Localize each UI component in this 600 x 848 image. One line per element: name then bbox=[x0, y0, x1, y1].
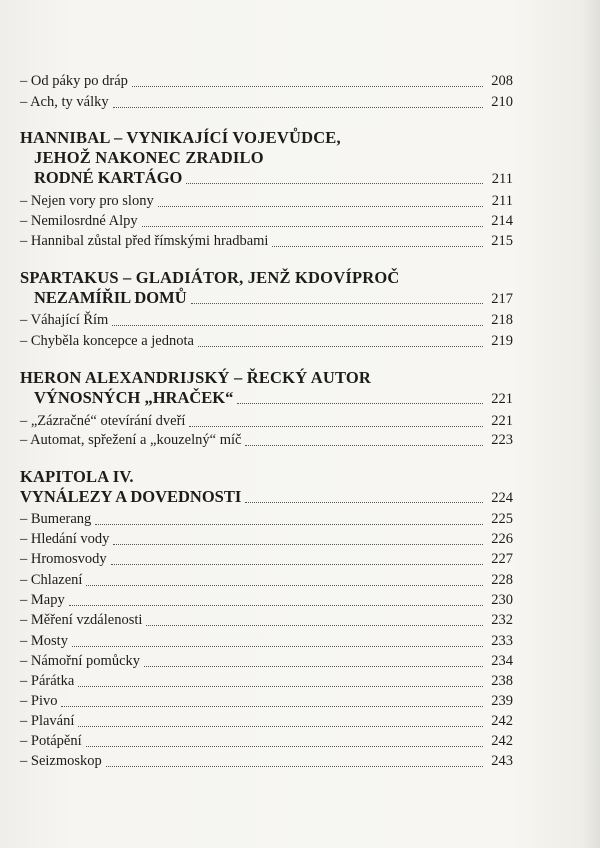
leader-dots bbox=[245, 486, 483, 503]
toc-entry-page: 230 bbox=[491, 592, 513, 608]
toc-entry-title: – Hledání vody bbox=[20, 531, 110, 547]
toc-entry-title: NEZAMÍŘIL DOMŮ bbox=[34, 288, 187, 307]
toc-entry-page: 221 bbox=[491, 413, 513, 429]
toc-entry-title: – Hromosvody bbox=[20, 551, 107, 567]
toc-entry-title: – Váhající Řím bbox=[20, 312, 109, 328]
toc-entry-title: – Nemilosrdné Alpy bbox=[20, 213, 138, 229]
toc-entry-title: – „Zázračné“ otevírání dveří bbox=[20, 413, 186, 429]
toc-entry-title: – Měření vzdálenosti bbox=[20, 612, 143, 628]
leader-dots bbox=[237, 387, 483, 404]
leader-dots bbox=[158, 190, 483, 207]
toc-entry-page: 225 bbox=[491, 511, 513, 527]
toc-entry-page: 224 bbox=[491, 490, 513, 506]
toc-entry-title: RODNÉ KARTÁGO bbox=[34, 168, 183, 187]
toc-entry-title: – Od páky po dráp bbox=[20, 73, 128, 89]
toc-entry-page: 242 bbox=[491, 733, 513, 749]
toc-entry-page: 238 bbox=[491, 673, 513, 689]
toc-entry bbox=[20, 730, 513, 752]
leader-dots bbox=[113, 91, 483, 108]
toc-entry bbox=[20, 330, 513, 352]
toc-entry-page: 210 bbox=[491, 94, 513, 110]
chapter-heading-line2 bbox=[20, 486, 513, 508]
leader-dots bbox=[144, 650, 483, 667]
toc-entry bbox=[20, 589, 513, 611]
toc-entry-page: 234 bbox=[491, 653, 513, 669]
toc-entry-title: – Chlazení bbox=[20, 572, 83, 588]
toc-entry-page: 233 bbox=[491, 633, 513, 649]
toc-entry-title: – Námořní pomůcky bbox=[20, 653, 141, 669]
toc-entry-title: – Pivo bbox=[20, 693, 58, 709]
toc-entry bbox=[20, 309, 513, 331]
leader-dots bbox=[245, 429, 483, 446]
toc-entry-title: – Potápění bbox=[20, 733, 82, 749]
toc-entry-title: – Nejen vory pro slony bbox=[20, 193, 154, 209]
toc-entry bbox=[20, 528, 513, 550]
toc-entry-title: VÝNOSNÝCH „HRAČEK“ bbox=[34, 388, 234, 407]
leader-dots bbox=[132, 70, 483, 87]
leader-dots bbox=[95, 508, 483, 525]
toc-entry bbox=[20, 630, 513, 652]
toc-entry-page: 232 bbox=[491, 612, 513, 628]
toc-entry bbox=[20, 230, 513, 252]
toc-entry-title: – Párátka bbox=[20, 673, 75, 689]
toc-entry-page: 227 bbox=[491, 551, 513, 567]
section-heading-spartakus-line2 bbox=[34, 287, 513, 309]
toc-entry bbox=[20, 70, 513, 92]
toc-entry bbox=[20, 548, 513, 570]
toc-entry-page: 211 bbox=[491, 193, 513, 209]
section-heading-hannibal-line3 bbox=[34, 167, 513, 189]
section-heading-hannibal-line2: JEHOŽ NAKONEC ZRADILO bbox=[34, 148, 264, 167]
toc-entry bbox=[20, 429, 513, 451]
toc-entry-page: 223 bbox=[491, 432, 513, 448]
toc-entry-title: – Mosty bbox=[20, 633, 68, 649]
section-heading-hannibal: HANNIBAL – VYNIKAJÍCÍ VOJEVŮDCE, bbox=[20, 128, 341, 147]
leader-dots bbox=[78, 670, 483, 687]
toc-entry bbox=[20, 710, 513, 732]
toc-entry bbox=[20, 609, 513, 631]
toc-entry-page: 214 bbox=[491, 213, 513, 229]
leader-dots bbox=[198, 330, 483, 347]
toc-entry-title: – Chyběla koncepce a jednota bbox=[20, 333, 194, 349]
toc-entry bbox=[20, 750, 513, 772]
toc-entry-page: 239 bbox=[491, 693, 513, 709]
leader-dots bbox=[189, 410, 483, 427]
leader-dots bbox=[113, 528, 483, 545]
toc-entry-title: – Ach, ty války bbox=[20, 94, 109, 110]
chapter-heading: KAPITOLA IV. bbox=[20, 467, 134, 486]
leader-dots bbox=[61, 690, 483, 707]
leader-dots bbox=[112, 309, 483, 326]
leader-dots bbox=[86, 730, 483, 747]
toc-entry-page: 242 bbox=[491, 713, 513, 729]
leader-dots bbox=[78, 710, 483, 727]
toc-entry-title: – Plavání bbox=[20, 713, 75, 729]
toc-entry bbox=[20, 190, 513, 212]
toc-entry-title: – Automat, spřežení a „kouzelný“ míč bbox=[20, 432, 242, 448]
toc-entry bbox=[20, 670, 513, 692]
leader-dots bbox=[186, 167, 483, 184]
leader-dots bbox=[86, 569, 483, 586]
section-heading-spartakus: SPARTAKUS – GLADIÁTOR, JENŽ KDOVÍPROČ bbox=[20, 268, 400, 287]
toc-entry-page: 243 bbox=[491, 753, 513, 769]
toc-entry bbox=[20, 690, 513, 712]
toc-entry bbox=[20, 508, 513, 530]
toc-entry-page: 218 bbox=[491, 312, 513, 328]
toc-entry-page: 208 bbox=[491, 73, 513, 89]
leader-dots bbox=[106, 750, 483, 767]
leader-dots bbox=[69, 589, 483, 606]
toc-entry-page: 221 bbox=[491, 391, 513, 407]
toc-entry-page: 228 bbox=[491, 572, 513, 588]
toc-entry-title: – Bumerang bbox=[20, 511, 92, 527]
toc-entry-title: – Mapy bbox=[20, 592, 65, 608]
section-heading-heron: HERON ALEXANDRIJSKÝ – ŘECKÝ AUTOR bbox=[20, 368, 372, 387]
toc-entry bbox=[20, 569, 513, 591]
toc-entry bbox=[20, 210, 513, 232]
toc-entry-page: 211 bbox=[491, 171, 513, 187]
page-edge-shadow bbox=[582, 0, 600, 848]
toc-entry-page: 215 bbox=[491, 233, 513, 249]
toc-entry bbox=[20, 91, 513, 113]
toc-entry-page: 226 bbox=[491, 531, 513, 547]
leader-dots bbox=[111, 548, 483, 565]
toc-entry bbox=[20, 650, 513, 672]
section-heading-heron-line2 bbox=[34, 387, 513, 409]
toc-entry-title: – Hannibal zůstal před římskými hradbami bbox=[20, 233, 269, 249]
leader-dots bbox=[191, 287, 483, 304]
toc-entry-title: VYNÁLEZY A DOVEDNOSTI bbox=[20, 487, 242, 506]
leader-dots bbox=[142, 210, 483, 227]
toc-entry-title: – Seizmoskop bbox=[20, 753, 102, 769]
toc-entry-page: 219 bbox=[491, 333, 513, 349]
leader-dots bbox=[272, 230, 483, 247]
leader-dots bbox=[72, 630, 483, 647]
toc-entry-page: 217 bbox=[491, 291, 513, 307]
leader-dots bbox=[146, 609, 483, 626]
